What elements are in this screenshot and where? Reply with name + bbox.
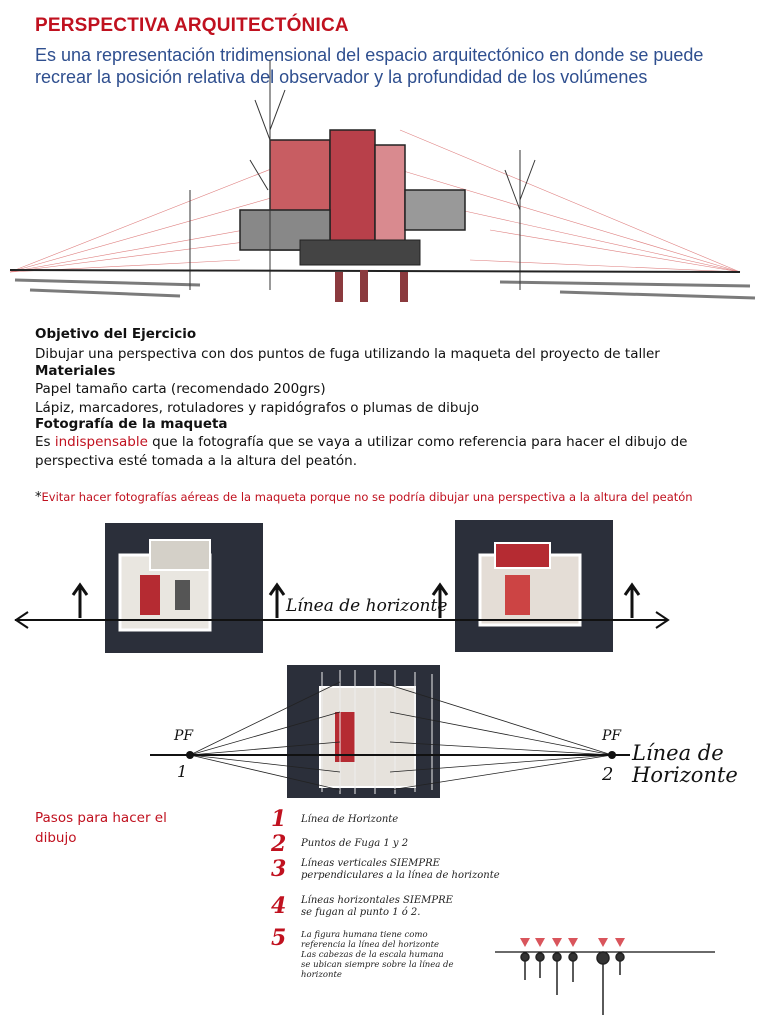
- section-materiales-title: Materiales: [35, 363, 116, 379]
- steps-sketch: [265, 800, 755, 1020]
- horizon-label-line1: Línea de: [632, 741, 724, 765]
- step-4-text-2: se fugan al punto 1 ó 2.: [301, 907, 421, 918]
- section-objetivo-text: Dibujar una perspectiva con dos puntos de fuga utilizando la maqueta del proyecto de taller: [35, 346, 660, 362]
- note-text: Evitar hacer fotografías aéreas de la maqueta porque no se podría dibujar una perspectiva a la altura del peatón: [41, 490, 693, 504]
- vanishing-point-1: [186, 751, 194, 759]
- step-1-number: 1: [271, 806, 287, 832]
- pf-left-number: 1: [177, 762, 188, 781]
- vanishing-points-diagram: [150, 662, 768, 802]
- foto-highlight: indispensable: [54, 434, 148, 450]
- page-title: PERSPECTIVA ARQUITECTÓNICA: [35, 15, 349, 36]
- step-3-text-2: perpendiculares a la línea de horizonte: [301, 870, 500, 881]
- materiales-line-2: Lápiz, marcadores, rotuladores y rapidógrafos o plumas de dibujo: [35, 400, 480, 416]
- step-2-number: 2: [271, 831, 287, 857]
- vanishing-point-2: [608, 751, 616, 759]
- step-4-text-1: Líneas horizontales SIEMPRE: [301, 895, 453, 906]
- step-5-text-4: se ubican siempre sobre la línea de: [301, 960, 454, 970]
- step-1-text: Línea de Horizonte: [301, 814, 399, 825]
- pf-left-label: PF: [174, 728, 194, 744]
- step-3-text-1: Líneas verticales SIEMPRE: [301, 858, 440, 869]
- section-foto-text: [35, 433, 735, 471]
- step-3-number: 3: [271, 856, 287, 882]
- pf-right-label: PF: [602, 728, 622, 744]
- note-star: *: [35, 490, 42, 505]
- section-objetivo-title: Objetivo del Ejercicio: [35, 326, 197, 342]
- pf-right-number: 2: [602, 764, 614, 785]
- step-5-text-3: Las cabezas de la escala humana: [301, 950, 444, 960]
- foto-pre: Es: [35, 434, 55, 450]
- step-4-number: 4: [271, 893, 287, 919]
- warning-note: [35, 490, 693, 505]
- foto-post: que la fotografía que se vaya a utilizar como referencia para hacer el dibujo de perspectiva esté tomada a la altura del peatón.: [35, 434, 688, 469]
- intro-text: Es una representación tridimensional del espacio arquitectónico en donde se puede recrear la posición relativa del observador y la profundidad de los volúmenes: [35, 45, 704, 87]
- step-2-text: Puntos de Fuga 1 y 2: [301, 838, 409, 849]
- horizon-label: Línea de horizonte: [286, 596, 448, 616]
- architecture-sketch: [0, 60, 768, 330]
- horizon-diagram: [0, 515, 768, 665]
- steps-title: Pasos para hacer el dibujo: [35, 810, 167, 846]
- horizon-label-line2: Horizonte: [632, 763, 738, 787]
- step-5-text-5: horizonte: [301, 970, 342, 980]
- materiales-line-1: Papel tamaño carta (recomendado 200grs): [35, 381, 326, 397]
- step-5-text-1: La figura humana tiene como: [301, 930, 428, 940]
- section-foto-title: Fotografía de la maqueta: [35, 416, 228, 432]
- step-5-text-2: referencia la línea del horizonte: [301, 940, 440, 950]
- step-5-number: 5: [271, 925, 287, 951]
